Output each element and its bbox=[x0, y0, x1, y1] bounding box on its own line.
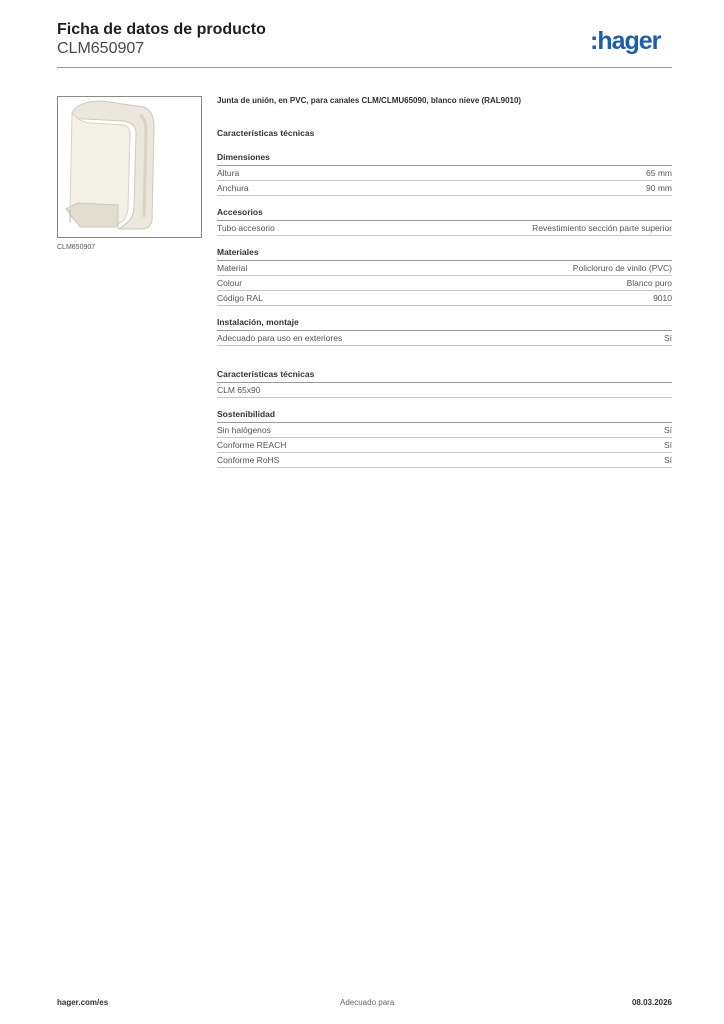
header-divider bbox=[57, 67, 672, 68]
section-installation bbox=[217, 316, 672, 346]
spec-value: Sí bbox=[663, 425, 672, 435]
product-description: Junta de unión, en PVC, para canales CLM/CLMU65090, blanco nieve (RAL9010) bbox=[217, 96, 522, 105]
spec-row bbox=[217, 423, 672, 438]
section-title: Instalación, montaje bbox=[217, 316, 672, 331]
spec-value: Revestimiento sección parte superior bbox=[532, 223, 672, 233]
footer-website[interactable]: hager.com/es bbox=[57, 998, 109, 1007]
spec-label: Tubo accesorio bbox=[217, 223, 275, 233]
footer-note: Adecuado para bbox=[340, 998, 395, 1007]
spec-row bbox=[217, 166, 672, 181]
section-title: Materiales bbox=[217, 246, 672, 261]
spec-label: Anchura bbox=[217, 183, 249, 193]
spec-label: Conforme REACH bbox=[217, 440, 287, 450]
spec-label: Altura bbox=[217, 168, 240, 178]
spec-label: Conforme RoHS bbox=[217, 455, 280, 465]
section-title: Accesorios bbox=[217, 206, 672, 221]
section-sustainability bbox=[217, 408, 672, 468]
spec-value: 90 mm bbox=[646, 183, 672, 193]
cable-channel-joint-icon bbox=[58, 97, 201, 237]
hager-logo: :hager bbox=[590, 27, 661, 55]
spec-value: 65 mm bbox=[646, 168, 672, 178]
section-accessories bbox=[217, 206, 672, 236]
document-header bbox=[57, 20, 266, 58]
spec-row bbox=[217, 276, 672, 291]
main-heading: Características técnicas bbox=[217, 128, 315, 138]
product-reference: CLM650907 bbox=[57, 40, 145, 57]
footer-date: 08.03.2026 bbox=[631, 998, 672, 1007]
spec-value: Policloruro de vinilo (PVC) bbox=[572, 263, 672, 273]
section-dimensions bbox=[217, 151, 672, 196]
spec-row bbox=[217, 221, 672, 236]
spec-label: Material bbox=[217, 263, 248, 273]
spec-value: Sí bbox=[663, 455, 672, 465]
spec-label: CLM 65x90 bbox=[217, 385, 261, 395]
spec-label: Sin halógenos bbox=[217, 425, 271, 435]
spec-value: 9010 bbox=[653, 293, 672, 303]
spec-row bbox=[217, 291, 672, 306]
section-title: Características técnicas bbox=[217, 368, 672, 383]
product-details bbox=[217, 95, 672, 468]
spec-row bbox=[217, 331, 672, 346]
spec-row bbox=[217, 453, 672, 468]
spec-row bbox=[217, 181, 672, 196]
image-caption: CLM650907 bbox=[57, 244, 96, 251]
section-title: Dimensiones bbox=[217, 151, 672, 166]
spec-value: Blanco puro bbox=[626, 278, 672, 288]
spec-value: Sí bbox=[663, 333, 672, 343]
spec-value: Sí bbox=[663, 440, 672, 450]
spec-label: Adecuado para uso en exteriores bbox=[217, 333, 343, 343]
spec-row bbox=[217, 261, 672, 276]
document-title: Ficha de datos de producto bbox=[57, 21, 266, 38]
section-materials bbox=[217, 246, 672, 306]
section-title: Sostenibilidad bbox=[217, 408, 672, 423]
section-technical bbox=[217, 368, 672, 398]
product-image bbox=[57, 96, 202, 238]
spec-label: Código RAL bbox=[217, 293, 263, 303]
spec-row bbox=[217, 438, 672, 453]
spec-row bbox=[217, 383, 672, 398]
spec-label: Colour bbox=[217, 278, 243, 288]
